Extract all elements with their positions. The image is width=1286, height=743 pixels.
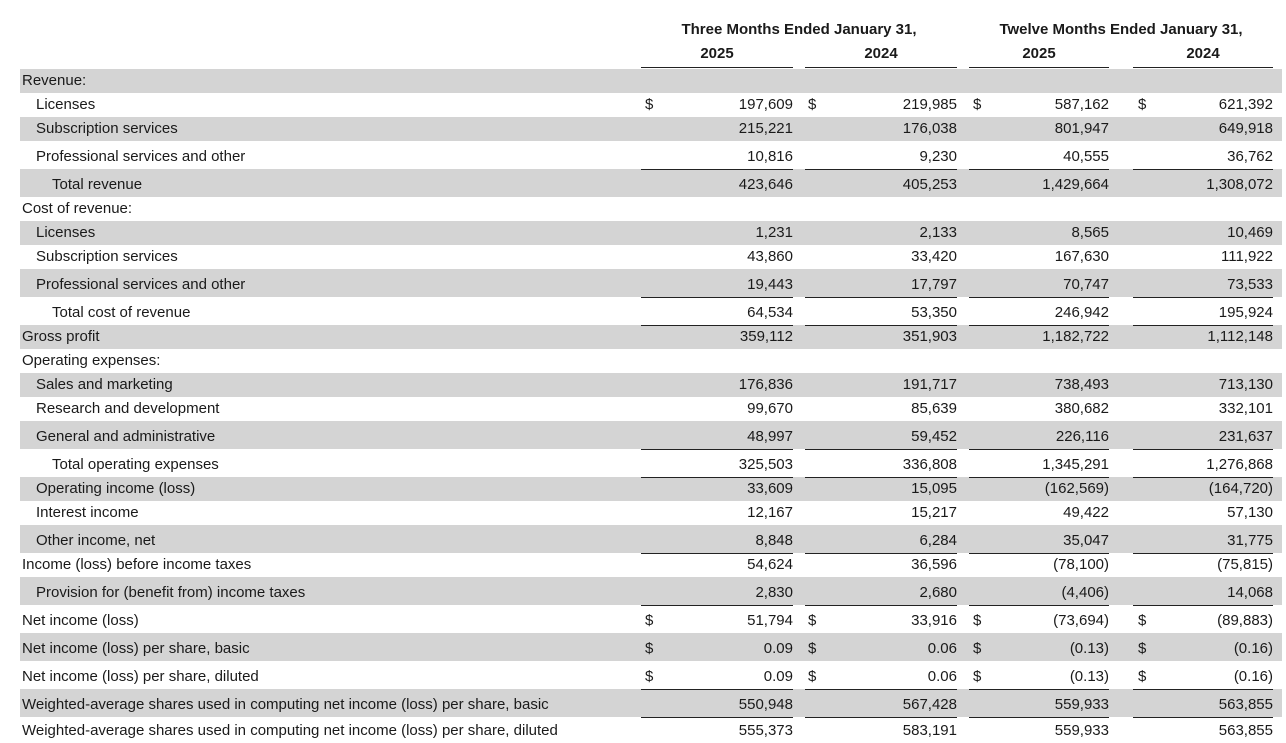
table-row	[20, 421, 1286, 449]
currency-symbol: $	[973, 640, 982, 657]
value-cell: 8,565	[1071, 224, 1109, 241]
value-cell: 51,794	[747, 612, 793, 629]
table-row	[20, 269, 1286, 297]
value-cell: 649,918	[1218, 120, 1273, 137]
table-row	[20, 577, 1286, 605]
header-twelve-months: Twelve Months Ended January 31,	[999, 21, 1243, 38]
row-label: Provision for (benefit from) income taxes	[36, 584, 306, 601]
value-cell: 10,469	[1227, 224, 1273, 241]
value-cell: 197,609	[738, 96, 793, 113]
header-underline	[1133, 67, 1273, 68]
value-cell: 19,443	[747, 276, 793, 293]
subtotal-rule	[641, 689, 793, 690]
value-cell: (0.13)	[1069, 640, 1109, 657]
currency-symbol: $	[808, 612, 817, 629]
value-cell: (162,569)	[1044, 480, 1109, 497]
currency-symbol: $	[808, 640, 817, 657]
row-label: Operating expenses:	[22, 352, 161, 369]
subtotal-rule	[969, 169, 1109, 170]
subtotal-rule	[969, 717, 1109, 718]
row-label: Net income (loss)	[22, 612, 139, 629]
currency-symbol: $	[645, 612, 654, 629]
value-cell: 9,230	[919, 148, 957, 165]
value-cell: 167,630	[1054, 248, 1109, 265]
value-cell: 35,047	[1063, 532, 1109, 549]
subtotal-rule	[641, 169, 793, 170]
table-row	[20, 689, 1286, 717]
row-label: Other income, net	[36, 532, 156, 549]
value-cell: (73,694)	[1053, 612, 1109, 629]
subtotal-rule	[969, 325, 1109, 326]
value-cell: 559,933	[1054, 722, 1109, 739]
value-cell: 351,903	[902, 328, 957, 345]
table-row	[20, 501, 1286, 525]
subtotal-rule	[641, 449, 793, 450]
currency-symbol: $	[973, 96, 982, 113]
table-row	[20, 633, 1286, 661]
subtotal-rule	[805, 169, 957, 170]
value-cell: 559,933	[1054, 696, 1109, 713]
subtotal-rule	[969, 297, 1109, 298]
subtotal-rule	[805, 689, 957, 690]
row-label: Total operating expenses	[52, 456, 219, 473]
value-cell: 57,130	[1227, 504, 1273, 521]
row-label: Research and development	[36, 400, 220, 417]
value-cell: 1,231	[755, 224, 793, 241]
subtotal-rule	[1133, 553, 1273, 554]
subtotal-rule	[805, 717, 957, 718]
subtotal-rule	[969, 449, 1109, 450]
row-label: Professional services and other	[36, 148, 246, 165]
row-label: Professional services and other	[36, 276, 246, 293]
value-cell: 36,762	[1227, 148, 1273, 165]
value-cell: 54,624	[747, 556, 793, 573]
value-cell: 111,922	[1221, 248, 1273, 265]
value-cell: 0.09	[763, 668, 793, 685]
subtotal-rule	[1133, 477, 1273, 478]
subtotal-rule	[1133, 297, 1273, 298]
value-cell: 423,646	[738, 176, 793, 193]
value-cell: 550,948	[738, 696, 793, 713]
value-cell: 17,797	[911, 276, 957, 293]
value-cell: 336,808	[902, 456, 957, 473]
row-label: General and administrative	[36, 428, 216, 445]
row-label: Interest income	[36, 504, 139, 521]
value-cell: 195,924	[1218, 304, 1273, 321]
value-cell: 713,130	[1218, 376, 1273, 393]
value-cell: 380,682	[1054, 400, 1109, 417]
header-underline	[641, 67, 793, 68]
value-cell: 219,985	[902, 96, 957, 113]
value-cell: 43,860	[747, 248, 793, 265]
subtotal-rule	[805, 553, 957, 554]
row-label: Sales and marketing	[36, 376, 173, 393]
row-label: Licenses	[36, 224, 96, 241]
table-row	[20, 169, 1286, 197]
table-row	[20, 141, 1286, 169]
table-row	[20, 449, 1286, 477]
currency-symbol: $	[645, 668, 654, 685]
table-row	[20, 553, 1286, 577]
value-cell: 176,836	[738, 376, 793, 393]
subtotal-rule	[805, 325, 957, 326]
table-row	[20, 93, 1286, 117]
value-cell: 10,816	[747, 148, 793, 165]
value-cell: 405,253	[902, 176, 957, 193]
subtotal-rule	[641, 477, 793, 478]
currency-symbol: $	[1138, 612, 1147, 629]
value-cell: (4,406)	[1061, 584, 1109, 601]
subtotal-rule	[641, 605, 793, 606]
value-cell: 563,855	[1218, 722, 1273, 739]
row-label: Subscription services	[36, 248, 178, 265]
subtotal-rule	[641, 717, 793, 718]
subtotal-rule	[641, 325, 793, 326]
header-underline	[969, 67, 1109, 68]
value-cell: (75,815)	[1217, 556, 1273, 573]
value-cell: 587,162	[1054, 96, 1109, 113]
subtotal-rule	[641, 553, 793, 554]
table-row	[20, 373, 1286, 397]
table-row	[20, 605, 1286, 633]
subtotal-rule	[641, 297, 793, 298]
header-year-3: 2025	[1022, 45, 1056, 62]
value-cell: 31,775	[1227, 532, 1273, 549]
subtotal-rule	[805, 605, 957, 606]
value-cell: 176,038	[902, 120, 957, 137]
table-row	[20, 525, 1286, 553]
value-cell: 1,308,072	[1206, 176, 1273, 193]
row-label: Weighted-average shares used in computing net income (loss) per share, basic	[22, 696, 549, 713]
currency-symbol: $	[1138, 668, 1147, 685]
value-cell: 0.06	[927, 640, 957, 657]
value-cell: 49,422	[1063, 504, 1109, 521]
value-cell: 1,429,664	[1042, 176, 1109, 193]
subtotal-rule	[1133, 689, 1273, 690]
value-cell: 1,182,722	[1042, 328, 1109, 345]
value-cell: 231,637	[1218, 428, 1273, 445]
table-row	[20, 397, 1286, 421]
currency-symbol: $	[973, 612, 982, 629]
value-cell: 14,068	[1227, 584, 1273, 601]
table-row	[20, 197, 1286, 221]
value-cell: 40,555	[1063, 148, 1109, 165]
value-cell: 59,452	[911, 428, 957, 445]
header-underline	[805, 67, 957, 68]
row-band	[20, 69, 1282, 93]
value-cell: 567,428	[902, 696, 957, 713]
value-cell: 48,997	[747, 428, 793, 445]
row-label: Gross profit	[22, 328, 100, 345]
value-cell: (78,100)	[1053, 556, 1109, 573]
value-cell: 1,112,148	[1207, 328, 1273, 345]
currency-symbol: $	[973, 668, 982, 685]
value-cell: (0.13)	[1069, 668, 1109, 685]
table-row	[20, 477, 1286, 501]
value-cell: 85,639	[911, 400, 957, 417]
value-cell: 36,596	[911, 556, 957, 573]
row-label: Net income (loss) per share, basic	[22, 640, 250, 657]
currency-symbol: $	[1138, 96, 1147, 113]
value-cell: 2,680	[919, 584, 957, 601]
value-cell: 801,947	[1054, 120, 1109, 137]
subtotal-rule	[1133, 325, 1273, 326]
table-row	[20, 661, 1286, 689]
value-cell: 325,503	[738, 456, 793, 473]
value-cell: 191,717	[902, 376, 957, 393]
value-cell: 555,373	[738, 722, 793, 739]
subtotal-rule	[969, 553, 1109, 554]
subtotal-rule	[969, 689, 1109, 690]
currency-symbol: $	[645, 640, 654, 657]
subtotal-rule	[1133, 169, 1273, 170]
value-cell: 6,284	[919, 532, 957, 549]
value-cell: 621,392	[1218, 96, 1273, 113]
table-row	[20, 349, 1286, 373]
table-row	[20, 221, 1286, 245]
value-cell: 70,747	[1063, 276, 1109, 293]
value-cell: 64,534	[747, 304, 793, 321]
row-label: Income (loss) before income taxes	[22, 556, 252, 573]
subtotal-rule	[1133, 605, 1273, 606]
value-cell: 226,116	[1055, 428, 1109, 445]
subtotal-rule	[1133, 449, 1273, 450]
row-label: Licenses	[36, 96, 96, 113]
value-cell: 332,101	[1218, 400, 1273, 417]
header-year-2: 2024	[864, 45, 898, 62]
value-cell: 15,217	[911, 504, 957, 521]
row-label: Subscription services	[36, 120, 178, 137]
row-label: Operating income (loss)	[36, 480, 196, 497]
value-cell: 215,221	[738, 120, 793, 137]
value-cell: (0.16)	[1233, 668, 1273, 685]
row-label: Total revenue	[52, 176, 143, 193]
table-row	[20, 69, 1286, 93]
header-year-4: 2024	[1186, 45, 1220, 62]
value-cell: 583,191	[902, 722, 957, 739]
value-cell: 33,916	[911, 612, 957, 629]
subtotal-rule	[805, 477, 957, 478]
table-row	[20, 717, 1286, 743]
table-row	[20, 325, 1286, 349]
subtotal-rule	[805, 449, 957, 450]
table-row	[20, 117, 1286, 141]
currency-symbol: $	[808, 96, 817, 113]
subtotal-rule	[805, 297, 957, 298]
header-year-1: 2025	[700, 45, 734, 62]
value-cell: 8,848	[755, 532, 793, 549]
value-cell: (89,883)	[1217, 612, 1273, 629]
value-cell: 99,670	[747, 400, 793, 417]
row-label: Revenue:	[22, 72, 87, 89]
value-cell: 33,420	[911, 248, 957, 265]
value-cell: 1,276,868	[1206, 456, 1273, 473]
row-label: Total cost of revenue	[52, 304, 191, 321]
value-cell: 73,533	[1227, 276, 1273, 293]
value-cell: 246,942	[1054, 304, 1109, 321]
table-row	[20, 245, 1286, 269]
value-cell: 0.09	[763, 640, 793, 657]
row-label: Cost of revenue:	[22, 200, 133, 217]
row-label: Net income (loss) per share, diluted	[22, 668, 259, 685]
subtotal-rule	[969, 605, 1109, 606]
value-cell: (0.16)	[1233, 640, 1273, 657]
value-cell: 738,493	[1054, 376, 1109, 393]
value-cell: 359,112	[739, 328, 793, 345]
value-cell: 33,609	[747, 480, 793, 497]
value-cell: (164,720)	[1208, 480, 1273, 497]
value-cell: 15,095	[911, 480, 957, 497]
value-cell: 563,855	[1218, 696, 1273, 713]
value-cell: 1,345,291	[1042, 456, 1109, 473]
header-three-months: Three Months Ended January 31,	[681, 21, 917, 38]
table-row	[20, 297, 1286, 325]
row-label: Weighted-average shares used in computing net income (loss) per share, diluted	[22, 722, 558, 739]
subtotal-rule	[969, 477, 1109, 478]
currency-symbol: $	[1138, 640, 1147, 657]
currency-symbol: $	[645, 96, 654, 113]
subtotal-rule	[1133, 717, 1273, 718]
value-cell: 0.06	[927, 668, 957, 685]
value-cell: 12,167	[747, 504, 793, 521]
value-cell: 2,133	[919, 224, 957, 241]
value-cell: 2,830	[755, 584, 793, 601]
currency-symbol: $	[808, 668, 817, 685]
value-cell: 53,350	[911, 304, 957, 321]
